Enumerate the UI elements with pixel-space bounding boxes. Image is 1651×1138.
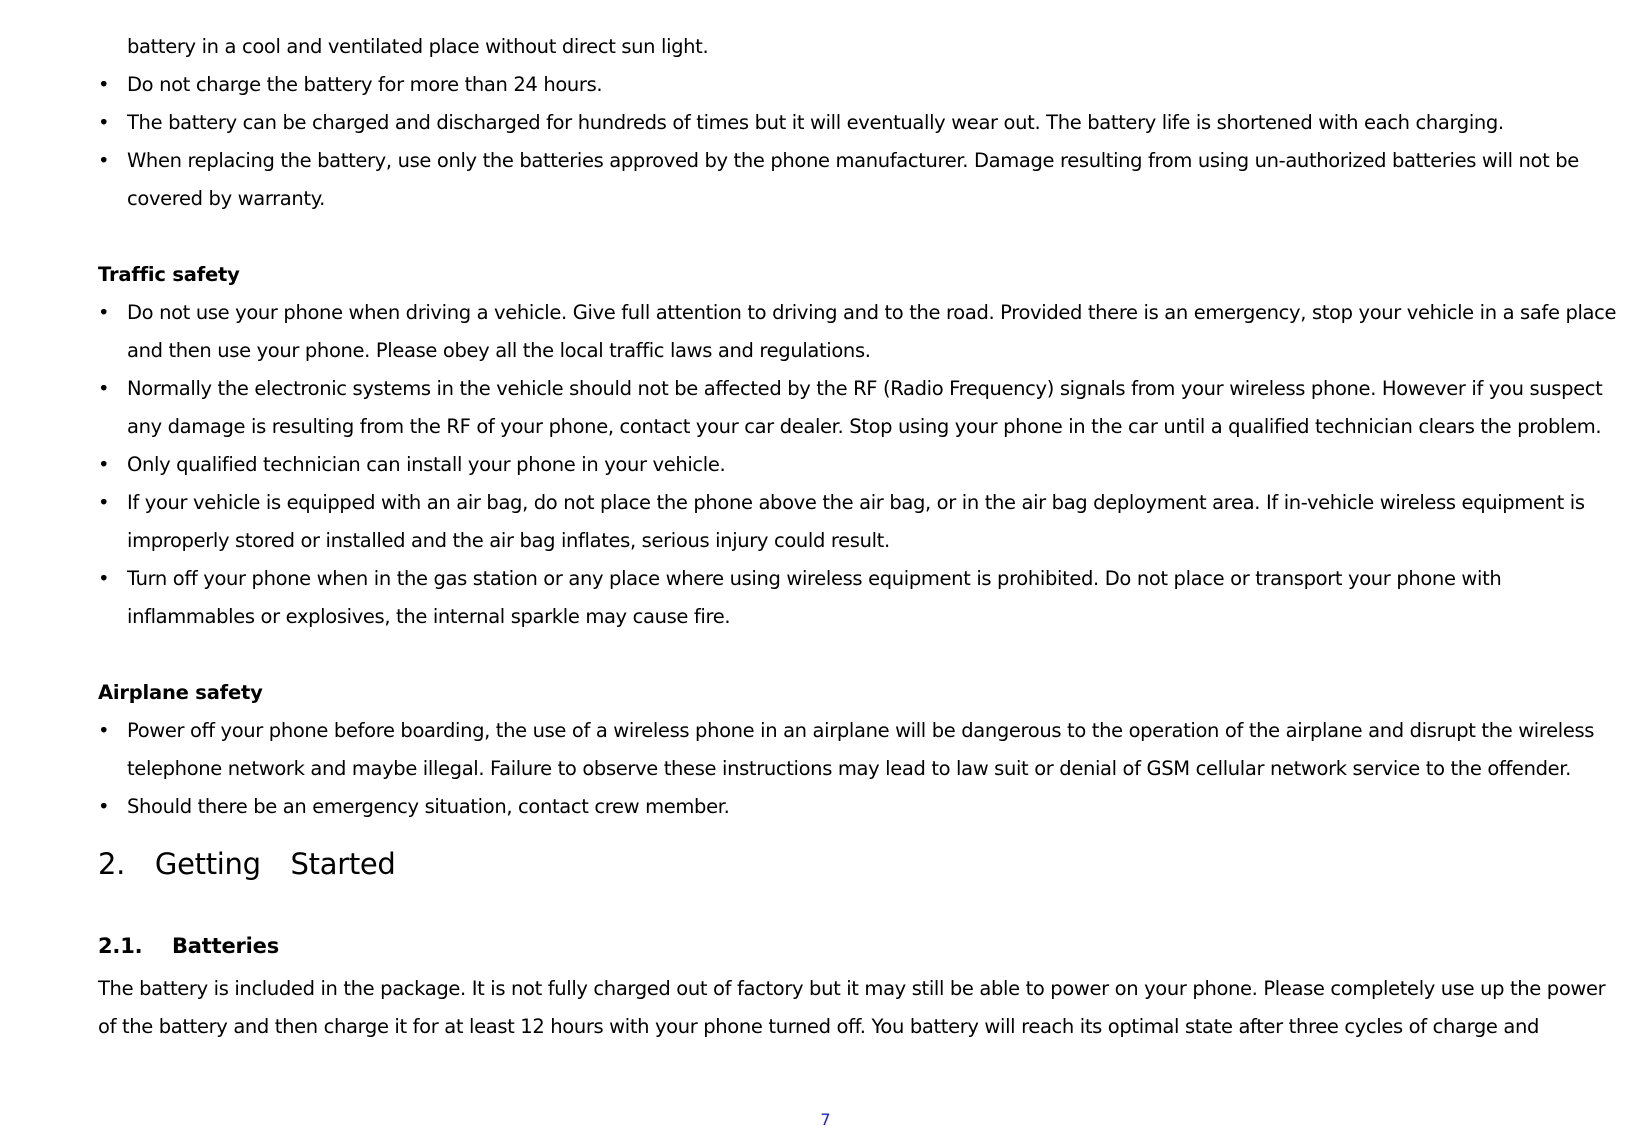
list-item: • Power off your phone before boarding, the use of a wireless phone in an airplane will be dangerous to the operation of the airplane and disrupt the wireless bbox=[98, 712, 1558, 750]
section-paragraph bbox=[98, 970, 1606, 1046]
page-number: 7 bbox=[820, 1110, 831, 1129]
list-item: • When replacing the battery, use only the batteries approved by the phone manufacturer. Damage resulting from using un-authorized batteries will not be bbox=[98, 142, 1558, 180]
bullet-icon: • bbox=[98, 149, 110, 172]
airplane-safety-heading: Airplane safety bbox=[98, 681, 263, 704]
list-item: • Do not use your phone when driving a vehicle. Give full attention to driving and to the road. Provided there is an emergency, stop your vehicle in a safe place bbox=[98, 294, 1558, 332]
list-item-continuation: any damage is resulting from the RF of your phone, contact your car dealer. Stop using your phone in the car until a qualified technician clears the problem. bbox=[127, 415, 1602, 438]
list-item-continuation: covered by warranty. bbox=[127, 187, 325, 210]
list-item: • Only qualified technician can install your phone in your vehicle. bbox=[98, 446, 1558, 484]
list-item: • Turn off your phone when in the gas station or any place where using wireless equipment is prohibited. Do not place or transport your phone with bbox=[98, 560, 1558, 598]
list-item: • If your vehicle is equipped with an air bag, do not place the phone above the air bag, or in the air bag deployment area. If in-vehicle wireless equipment is bbox=[98, 484, 1558, 522]
list-item-continuation: inflammables or explosives, the internal sparkle may cause fire. bbox=[127, 605, 731, 628]
traffic-safety-heading: Traffic safety bbox=[98, 263, 240, 286]
bullet-icon: • bbox=[98, 301, 110, 324]
list-item-continuation: improperly stored or installed and the air bag inflates, serious injury could result. bbox=[127, 529, 890, 552]
battery-bullet-list bbox=[98, 66, 1579, 218]
bullet-icon: • bbox=[98, 453, 110, 476]
bullet-icon: • bbox=[98, 795, 110, 818]
list-item: • Should there be an emergency situation, contact crew member. bbox=[98, 788, 1558, 826]
bullet-icon: • bbox=[98, 111, 110, 134]
section-number: 2.1. bbox=[98, 934, 143, 958]
bullet-icon: • bbox=[98, 567, 110, 590]
section-heading bbox=[98, 926, 1558, 966]
paragraph-line: The battery is included in the package. It is not fully charged out of factory but it may still be able to power on your phone. Please completely use up the power bbox=[98, 977, 1606, 1000]
bullet-icon: • bbox=[98, 719, 110, 742]
document-page bbox=[98, 28, 1617, 1046]
chapter-heading: 2. Getting Started bbox=[98, 847, 396, 881]
list-item: • Do not charge the battery for more than 24 hours. bbox=[98, 66, 1558, 104]
bullet-icon: • bbox=[98, 491, 110, 514]
list-item: • Normally the electronic systems in the vehicle should not be affected by the RF (Radio Frequency) signals from your wireless phone. However if you suspect bbox=[98, 370, 1558, 408]
bullet-icon: • bbox=[98, 377, 110, 400]
bullet-icon: • bbox=[98, 73, 110, 96]
airplane-bullet-list bbox=[98, 712, 1595, 826]
list-item-continuation: telephone network and maybe illegal. Failure to observe these instructions may lead to law suit or denial of GSM cellular network service to the offender. bbox=[127, 757, 1571, 780]
list-item: • The battery can be charged and discharged for hundreds of times but it will eventually wear out. The battery life is shortened with each charging. bbox=[98, 104, 1558, 142]
list-item-continuation: and then use your phone. Please obey all the local traffic laws and regulations. bbox=[127, 339, 871, 362]
section-title: Batteries bbox=[172, 934, 279, 958]
paragraph-line: of the battery and then charge it for at least 12 hours with your phone turned off. You battery will reach its optimal state after three cycles of charge and bbox=[98, 1015, 1540, 1038]
traffic-bullet-list bbox=[98, 294, 1617, 636]
continuation-text: battery in a cool and ventilated place without direct sun light. bbox=[127, 35, 709, 58]
